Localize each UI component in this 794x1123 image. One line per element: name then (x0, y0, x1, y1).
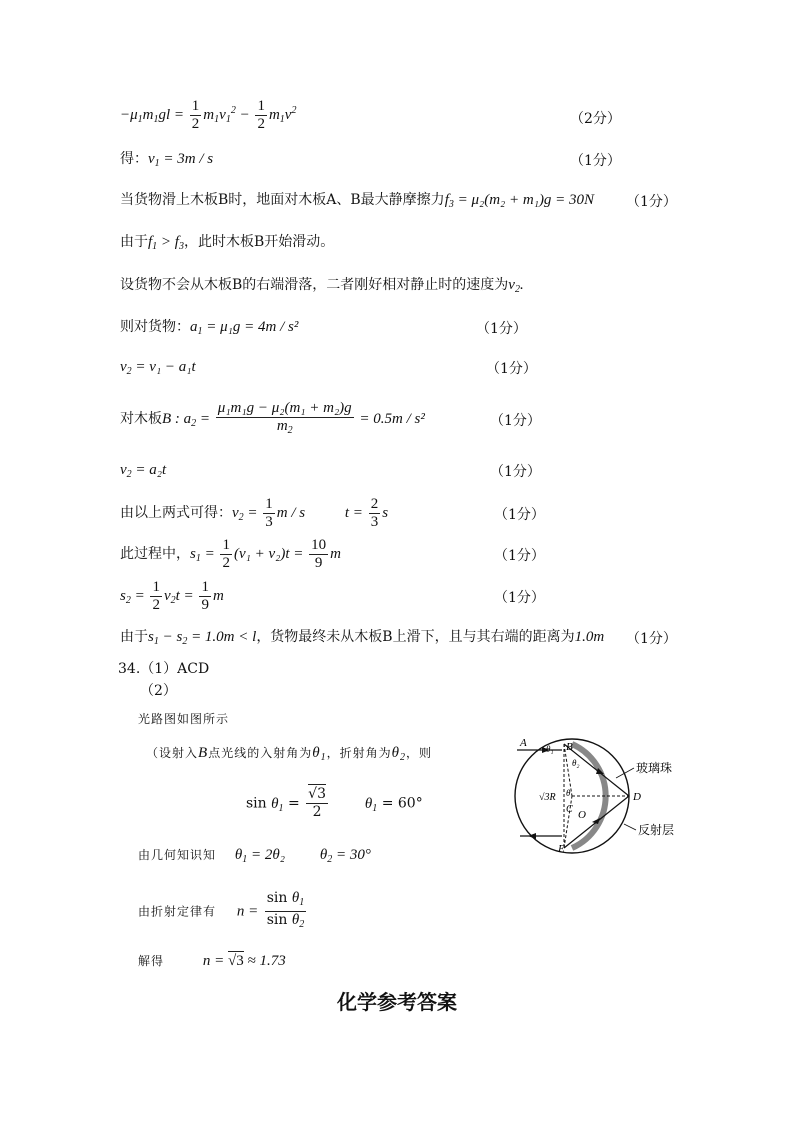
light-path-note: 光路图如图所示 (138, 712, 230, 726)
text-line4-post: ，此时木板B开始滑动。 (183, 234, 335, 250)
geometry-line: 由几何知识知 $\theta_1 = 2\theta_2$ $\theta_2 = 30^\circ$ (138, 847, 371, 865)
s1-formula: (v₁ + v₂)t = (233, 545, 304, 562)
text-hw2a: （设射入 (146, 746, 199, 760)
label-o: O (578, 809, 586, 821)
equation-energy: $-\mu_1m_1gl$ = $\frac{1}{2}$ $m_1v_1^2$ − $\frac{1}{2}$ $m_1v^2$ (120, 98, 297, 132)
score-label: （1分） (626, 631, 677, 647)
label-b: B (566, 741, 573, 753)
distance-value: 1.0m (574, 629, 605, 645)
text-line8-pre: 对木板 (120, 410, 162, 427)
text-line13: ，货物最终未从木板B上滑下，且与其右端的距离为 (256, 629, 575, 645)
score-label: （1分） (486, 361, 537, 377)
a2-numerator: μ₁m₁g − μ₂(m₁ + m₂)g (217, 400, 352, 416)
theta-relation: = 2θ₂ (251, 847, 286, 863)
label-a: A (520, 737, 527, 749)
sin-theta1: $\sin \theta_1$ = $\frac{√3}{2}$ $\theta_1 = 60^\circ$ (246, 786, 423, 820)
text-hw5: 解得 (138, 954, 165, 968)
score-label: （1分） (570, 153, 621, 169)
text-line6-pre: 则对货物： (120, 319, 190, 335)
v2-eq2-formula: = a₂t (135, 462, 167, 478)
v2-formula: = v₁ − a₁t (135, 359, 196, 375)
text-line10-pre: 由以上两式可得： (120, 504, 232, 521)
result-v1: 得：$v_1 = 3m / s$ (120, 151, 214, 169)
text-de: 得： (120, 151, 148, 167)
label-sqrt3r: √3R (539, 792, 556, 803)
a1-formula: = μ₁g = 4m / s² (206, 319, 299, 335)
label-reflective-layer: 反射层 (638, 823, 675, 837)
label-glass-bead: 玻璃珠 (636, 761, 673, 775)
friction-formula: = μ₂(m₂ + m₁)g = 30N (457, 192, 595, 208)
optics-diagram (512, 736, 732, 856)
a2-value: = 0.5m / s² (359, 410, 425, 427)
comparison-line: 由于$f_1 > f_3$，此时木板B开始滑动。 (120, 234, 335, 252)
score-label: （1分） (490, 413, 541, 429)
angle-definition: （设射入B点光线的入射角为$\theta_1$，折射角为$\theta_2$，则 (146, 745, 432, 763)
conclusion-line: 由于$s_1 - s_2 = 1.0m < l$，货物最终未从木板B上滑下，且与其右端的距离为1.0m (120, 629, 605, 647)
max-friction-line: 当货物滑上木板B时，地面对木板A、B最大静摩擦力$f_3 = \mu_2(m_2 + m_1)g = 30N$ (120, 192, 595, 210)
theta1-value: = 60° (381, 795, 423, 812)
label-pointer (624, 824, 636, 830)
solve-line: 由以上两式可得：$v_2$ = $\frac{1}{3}$ m / s t = $\frac{2}{3}$ s (120, 496, 389, 530)
label-theta: θ (566, 788, 571, 798)
score-label: （1分） (494, 590, 545, 606)
text-youyu: 由于 (120, 234, 148, 250)
s1-line: 此过程中，$s_1$ = $\frac{1}{2}$ (v₁ + v₂)t = $\frac{10}{9}$ m (120, 537, 341, 571)
v2-eq1: $v_2 = v_1 - a_1t$ (120, 359, 196, 377)
assumption-line: 设货物不会从木板B的右端滑落，二者刚好相对静止时的速度为$v_2$. (120, 277, 524, 295)
text-hw4: 由折射定律有 (138, 904, 217, 919)
n-value: ≈ 1.73 (247, 953, 286, 969)
score-label: （1分） (490, 464, 541, 480)
q34-heading: 34.（1）ACD (118, 661, 210, 677)
section-title: 化学参考答案 (337, 990, 457, 1014)
text-line11-pre: 此过程中， (120, 545, 190, 562)
score-label: （1分） (494, 507, 545, 523)
v2-eq2: $v_2 = a_2t$ (120, 462, 167, 480)
label-e: E (558, 843, 565, 855)
score-label: （1分） (626, 194, 677, 210)
s-diff: = 1.0m < l (191, 629, 257, 645)
text-hw3: 由几何知识知 (138, 848, 217, 862)
label-c: C (566, 804, 573, 815)
text-line13-pre: 由于 (120, 629, 148, 645)
refraction-law-line: 由折射定律有 n = $\frac{\sin \theta_1}{\sin \theta_2}$ (138, 890, 305, 930)
v1-value: = 3m / s (163, 151, 214, 167)
cargo-accel-line: 则对货物：$a_1 = \mu_1g = 4m / s^2$ (120, 319, 299, 337)
text-hw2d: ，则 (405, 746, 432, 760)
score-label: （1分） (494, 548, 545, 564)
text-hw2b: 点光线的入射角为 (208, 746, 313, 760)
s2-line: $s_2$ = $\frac{1}{2}$ $v_2t$ = $\frac{1}{9}$ m (120, 579, 224, 613)
text-line5: 设货物不会从木板B的右端滑落，二者刚好相对静止时的速度为 (120, 277, 509, 293)
q34-part2: （2） (140, 683, 177, 699)
ray-bd (564, 744, 629, 796)
solution-line: 解得 n = √3 ≈ 1.73 (138, 953, 286, 969)
text-hw2c: ，折射角为 (326, 746, 392, 760)
text-line3: 当货物滑上木板B时，地面对木板A、B最大静摩擦力 (120, 192, 445, 208)
label-d: D (633, 791, 641, 803)
score-label: （1分） (476, 321, 527, 337)
board-accel-line: 对木板B : $a_2$ = $\frac{\text{μ₁m₁g − μ₂(m₁ + m₂)g}}{m_2}$ = 0.5m / s² (120, 400, 425, 436)
label-theta1: θ₁ (546, 744, 554, 754)
label-theta2: θ₂ (572, 758, 580, 768)
theta2-value: = 30° (336, 847, 371, 863)
score-label: （2分） (570, 111, 621, 127)
